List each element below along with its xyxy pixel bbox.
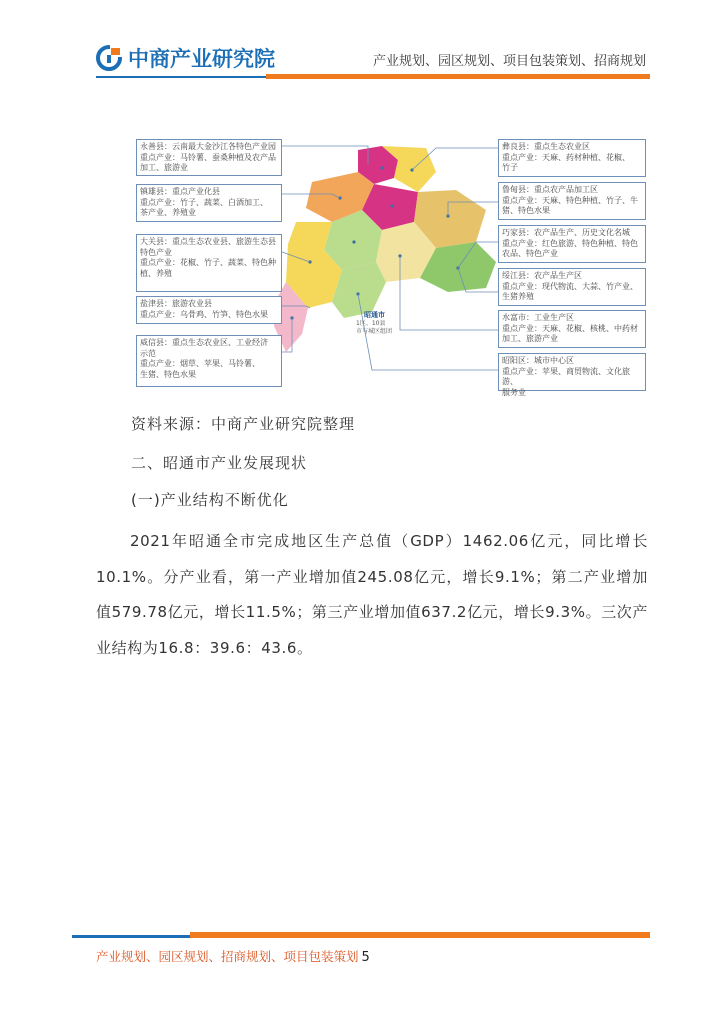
page-footer [96,947,370,965]
callout-right-1: 彝良县：重点生态农业区 重点产业：天麻、药材种植、花椒、 竹子 [498,139,646,177]
subsection-heading: (一)产业结构不断优化 [131,491,289,509]
page-header [0,0,724,90]
callout-left-3: 大关县：重点生态农业县、旅游生态县 特色产业 重点产业：花椒、竹子、蔬菜、特色种 植、养殖 [136,234,282,292]
header-rule-blue [96,76,266,78]
logo-icon [96,45,122,71]
callout-right-5: 水富市：工业生产区 重点产业：天麻、花椒、核桃、中药材 加工、旅游产业 [498,310,646,348]
callout-right-3: 巧家县：农产品生产、历史文化名城 重点产业：红色旅游、特色种植、特色 农品、特色产业 [498,225,646,263]
footer-rule-orange [190,932,650,938]
page-number: 5 [361,950,370,965]
company-logo [96,43,275,73]
footer-rule-blue [72,935,190,938]
callout-left-1: 永善县：云南最大金沙江各特色产业园 重点产业：马铃薯、蚕桑种植及农产品 加工、旅游业 [136,139,282,176]
leader-line [282,146,368,164]
callout-right-6: 昭阳区：城市中心区 重点产业：苹果、商贸物流、文化旅游、 服务业 [498,353,646,391]
logo-text: 中商产业研究院 [128,47,275,71]
footer-tagline: 产业规划、园区规划、招商规划、项目包装策划 [96,949,359,964]
map-center-label: 昭通市 [364,311,385,319]
callout-left-2: 镇雄县：重点产业化县 重点产业：竹子、蔬菜、白酒加工、 茶产业、养殖业 [136,184,282,222]
callout-right-4: 绥江县：农产品生产区 重点产业：现代物流、大蒜、竹产业、 生猪养殖 [498,268,646,306]
figure-source: 资料来源：中商产业研究院整理 [131,415,356,433]
callout-left-4: 盐津县：旅游农业县 重点产业：乌骨鸡、竹笋、特色水果 [136,296,282,324]
map-center-note: 1区、10县 市与城区组团 [356,320,393,335]
industry-map-figure [136,112,648,397]
header-tagline: 产业规划、园区规划、项目包装策划、招商规划 [372,54,646,69]
callout-right-2: 鲁甸县：重点农产品加工区 重点产业：天麻、特色种植、竹子、牛 猪、特色水果 [498,182,646,220]
section-heading: 二、昭通市产业发展现状 [131,454,308,472]
callout-left-5: 威信县：重点生态农业区、工业经济 示范 重点产业：烟草、苹果、马铃薯、 生猪、特色水果 [136,335,282,387]
body-paragraph: 2021年昭通全市完成地区生产总值（GDP）1462.06亿元，同比增长10.1%。分产业看，第一产业增加值245.08亿元，增长9.1%；第二产业增加值579.78亿元，增长11.5%；第三产业增加值637.2亿元，增长9.3%。三次产业结构为16.8：39.6：43.6。 [96,532,648,657]
header-rule-orange [266,74,650,79]
